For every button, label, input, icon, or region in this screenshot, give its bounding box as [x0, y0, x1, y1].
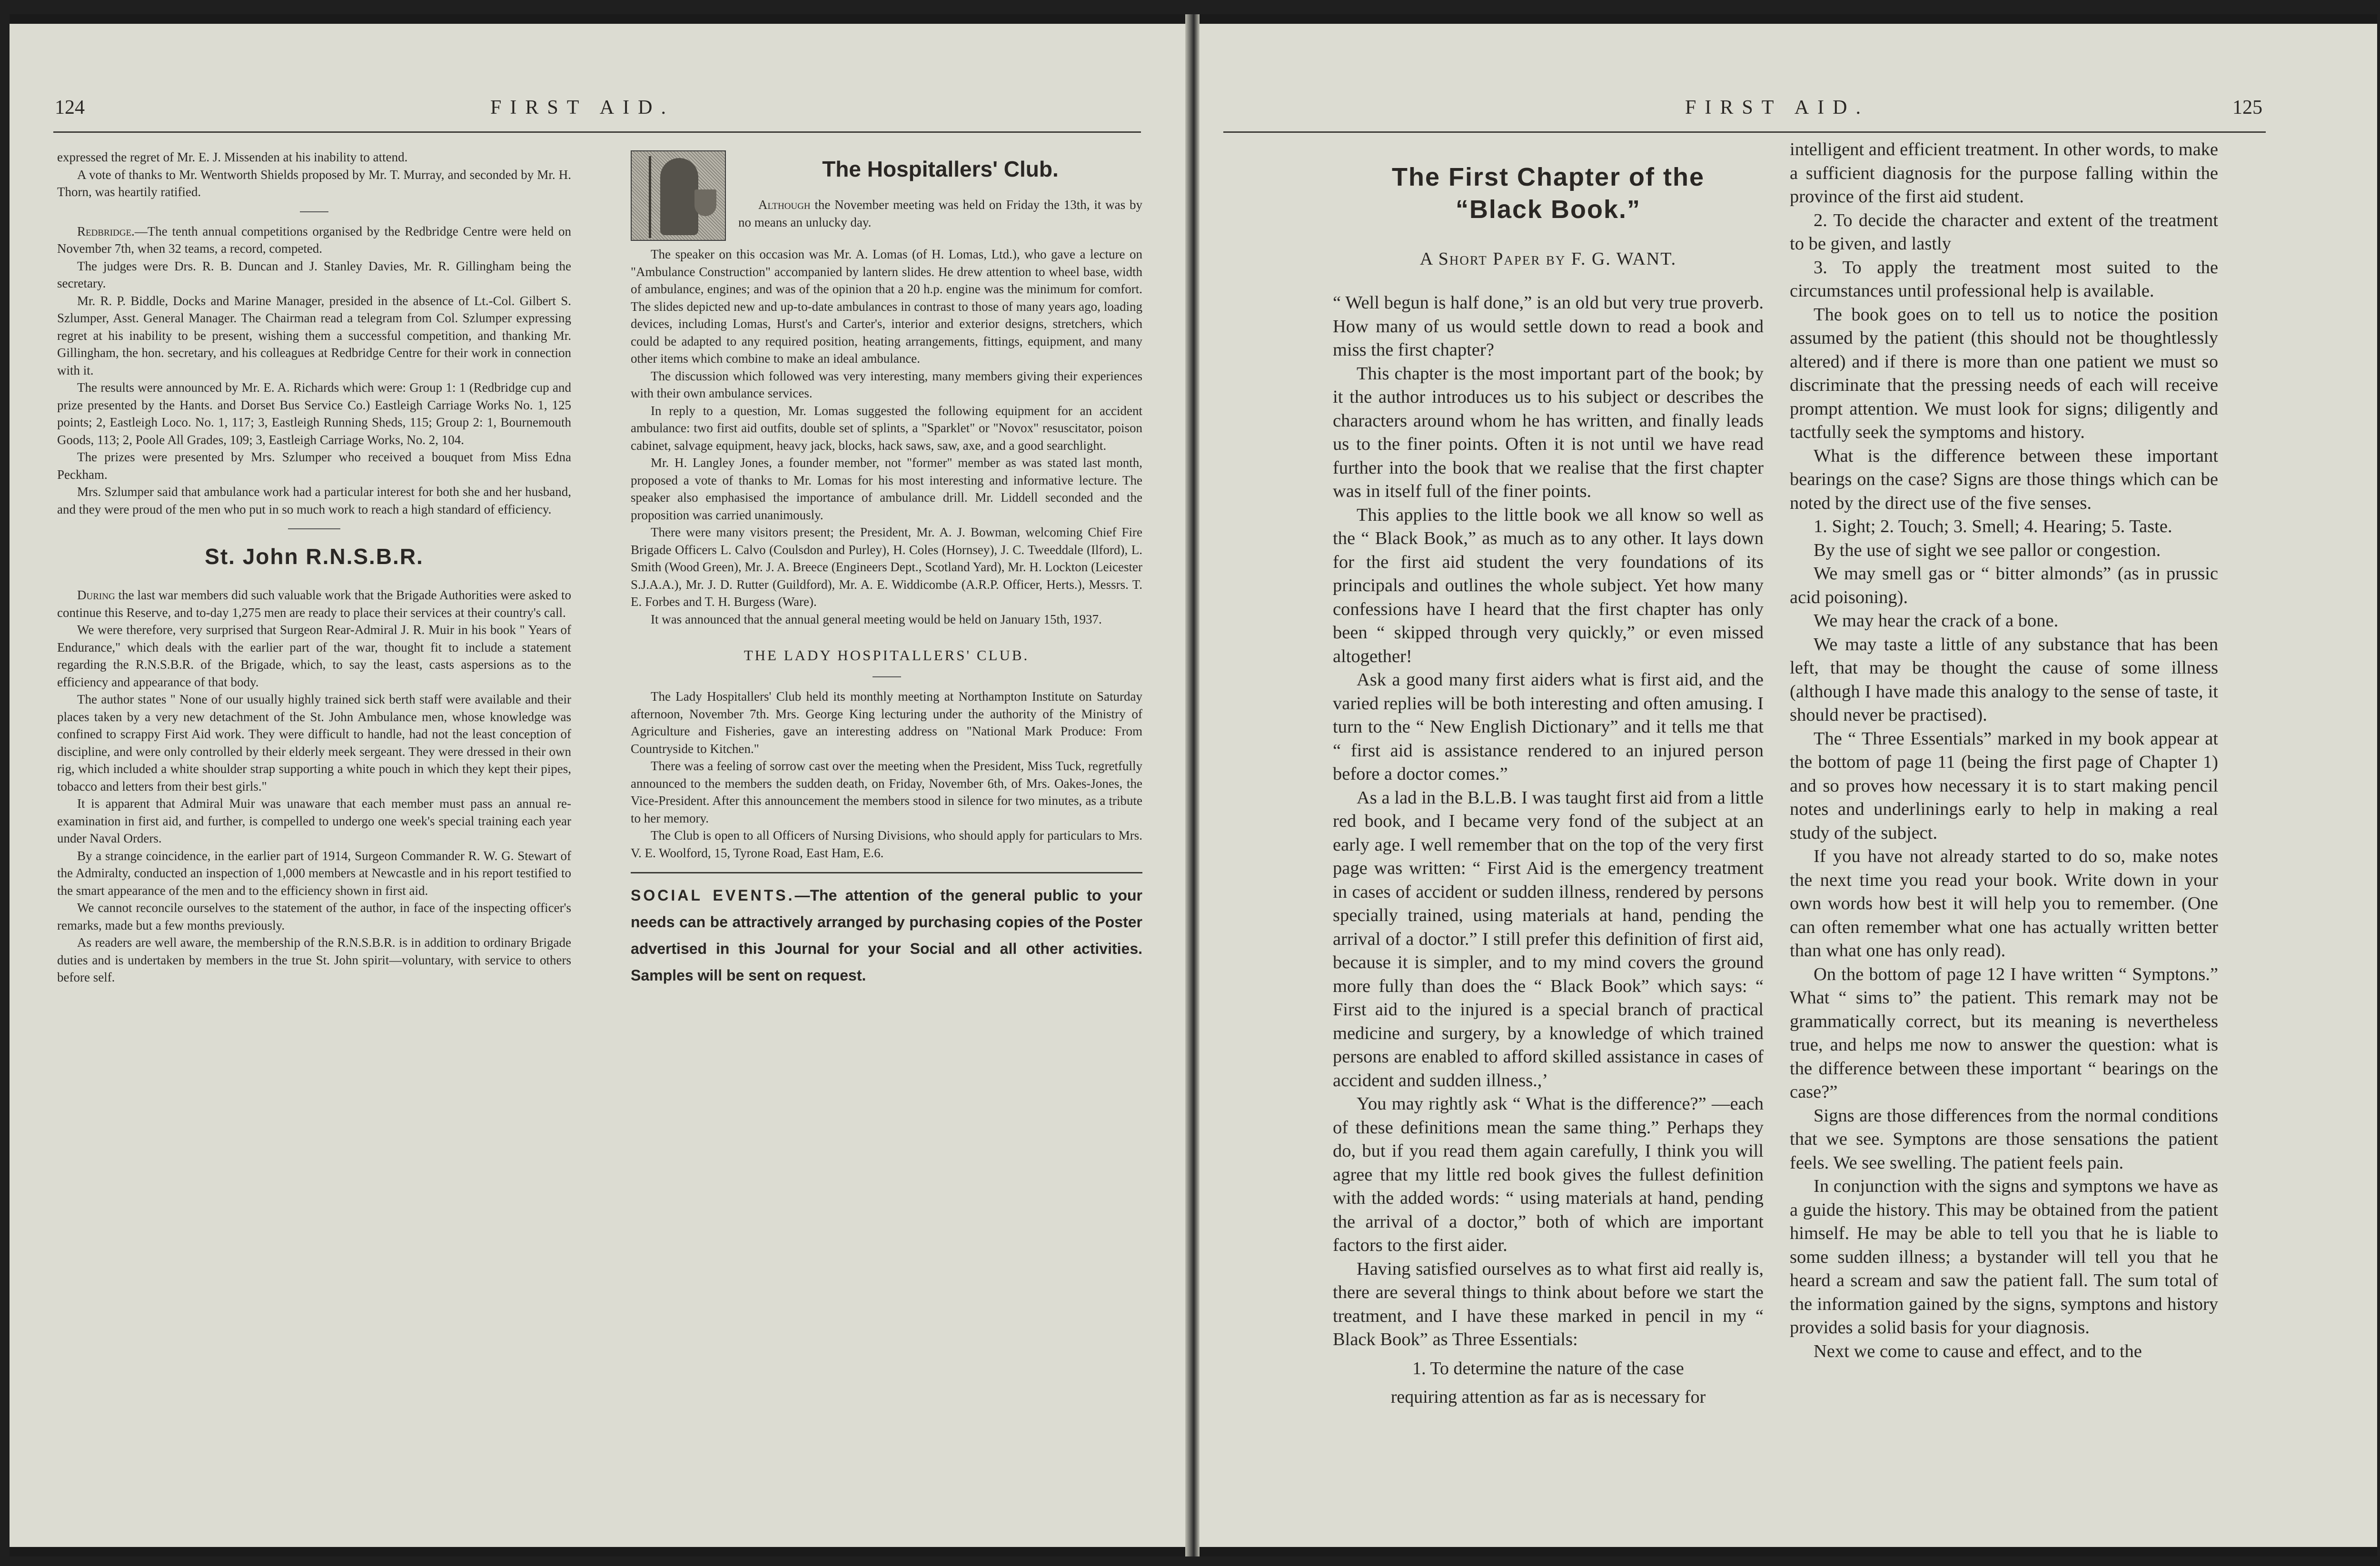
paragraph: Ask a good many first aiders what is first aid, and the varied replies will be both interesting and often amusing. I turn to the “ New English Dictionary” and it tells me that “ first aid is assistance rendered to an injured person before a doctor comes.”	[1333, 670, 1764, 784]
redbridge-lead: Redbridge.	[77, 224, 135, 238]
paragraph: expressed the regret of Mr. E. J. Missenden at his inability to attend.	[57, 150, 408, 164]
paragraph: The prizes were presented by Mrs. Szlumper who received a bouquet from Miss Edna Peckham.	[57, 450, 571, 482]
stjohn-section	[57, 586, 571, 986]
paragraph: intelligent and efficient treatment. In other words, to make a sufficient diagnosis for the purpose falling within the province of the first aid student.	[1790, 139, 2218, 207]
paragraph: The Club is open to all Officers of Nursing Divisions, who should apply for particulars to Mrs. V. E. Woolford, 15, Tyrone Road, East Ham, E.6.	[631, 828, 1142, 860]
paragraph: As readers are well aware, the membership of the R.N.S.B.R. is in addition to ordinary Brigade duties and is undertaken by members in the true St. John spirit—voluntary, with service to others before self.	[57, 935, 571, 984]
paragraph: We may taste a little of any substance that has been left, that may be thought the cause of some illness (although I have made this analogy to the sense of taste, it should never be practised).	[1790, 634, 2218, 725]
header-rule	[1223, 131, 2266, 133]
advert-lead: SOCIAL EVENTS.	[631, 887, 795, 904]
paragraph: Signs are those differences from the normal conditions that we see. Symptons are those sensations the patient feels. We see swelling. The patient feels pain.	[1790, 1105, 2218, 1173]
hospitallers-section	[631, 246, 1142, 628]
binding-gutter	[1185, 14, 1200, 1556]
paragraph: Mr. R. P. Biddle, Docks and Marine Manager, presided in the absence of Lt.-Col. Gilbert S. Szlumper, Asst. General Manager. The Chairman read a telegram from Col. Szlumper expressing regret at his inability to be present, wishing them a successful competition, and thanking Mr. Gillingham, the hon. secretary, and his colleagues at Redbridge Centre for their work in connection with it.	[57, 293, 571, 377]
separator	[873, 676, 901, 677]
page-number: 125	[2232, 97, 2262, 119]
paragraph: The “ Three Essentials” marked in my book appear at the bottom of page 11 (being the first page of Chapter 1) and so proves how necessary it is to start making pencil notes and underlinings early to help in making a real study of the subject.	[1790, 728, 2218, 843]
paragraph: The Lady Hospitallers' Club held its monthly meeting at Northampton Institute on Saturday afternoon, November 7th. Mrs. George King lecturing under the authority of the Ministry of Agriculture and Fisheries, gave an interesting address on "National Mark Produce: From Countryside to Kitchen."	[631, 689, 1142, 756]
paragraph: Mr. H. Langley Jones, a founder member, not "former" member as was stated last month, proposed a vote of thanks to Mr. Lomas for his most interesting and informative lecture. The speaker also emphasised the importance of ambulance drill. Mr. Liddell seconded and the proposition was carried unanimously.	[631, 456, 1142, 522]
lady-hospitallers-heading: THE LADY HOSPITALLERS' CLUB.	[744, 647, 1030, 664]
header-rule	[53, 131, 1141, 133]
paragraph: By the use of sight we see pallor or congestion.	[1814, 540, 2161, 560]
paragraph: In reply to a question, Mr. Lomas suggested the following equipment for an accident ambulance: two first aid outfits, double set of splints, a "Sparklet" or "Novox" resuscitator, poison cabinet, salvage equipment, heavy jack, blocks, hack saws, saw, axe, and a good searchlight.	[631, 403, 1142, 453]
article-title-line1: The First Chapter of the	[1391, 163, 1705, 191]
redbridge-section	[57, 223, 571, 518]
paragraph: We may hear the crack of a bone.	[1814, 611, 2059, 631]
paragraph: There was a feeling of sorrow cast over the meeting when the President, Miss Tuck, regretfully announced to the members the sudden death, on Friday, November 6th, of Mrs. Oakes-Jones, the Vice-President. After this announcement the members stood in silence for two minutes, as a tribute to her memory.	[631, 759, 1142, 825]
running-head	[10, 96, 1185, 125]
paragraph: 1. Sight; 2. Touch; 3. Smell; 4. Hearing; 5. Taste.	[1814, 516, 2172, 536]
running-title: FIRST AID.	[1685, 97, 1869, 119]
paragraph: the November meeting was held on Friday the 13th, it was by no means an unlucky day.	[738, 198, 1142, 229]
paragraph: 3. To apply the treatment most suited to the circumstances until professional help is available.	[1790, 257, 2218, 301]
paragraph: Next we come to cause and effect, and to the	[1814, 1341, 2142, 1361]
paragraph: A vote of thanks to Mr. Wentworth Shields proposed by Mr. T. Murray, and seconded by Mr. H. Thorn, was heartily ratified.	[57, 167, 571, 199]
paragraph: 2. To decide the character and extent of the treatment to be given, and lastly	[1790, 210, 2218, 254]
paragraph: It is apparent that Admiral Muir was unaware that each member must pass an annual re-examination in first aid, and further, is compelled to undergo one week's special training each year under Naval Orders.	[57, 796, 571, 845]
magazine-spread	[10, 14, 2377, 1556]
stjohn-lead: During	[77, 588, 115, 602]
meeting-continued	[57, 149, 571, 201]
page-number: 124	[55, 97, 85, 119]
separator	[288, 528, 340, 529]
right-column-2	[1790, 138, 2218, 1509]
paragraph: The discussion which followed was very interesting, many members giving their experiences with their own ambulance services.	[631, 368, 1142, 400]
hosp-lead: Although	[758, 198, 811, 212]
paragraph: The speaker on this occasion was Mr. A. Lomas (of H. Lomas, Ltd.), who gave a lecture on "Ambulance Construction" accompanied by lantern slides. He drew attention to wheel base, width of ambulance, engines; and was of the opinion that a 20 h.p. engine was the minimum for comfort. The slides depicted new and up-to-date ambulances in contrast to those of many years ago, loading devices, including Lomas, Hurst's and Carter's, interior and exterior designs, stretchers, which could be adapted to any required position, heating arrangements, fittings, equipment, and many other items which combine to make an ideal ambulance.	[631, 247, 1142, 366]
paragraph: It was announced that the annual general meeting would be held on January 15th, 1937.	[651, 612, 1102, 626]
stjohn-heading: St. John R.N.S.B.R.	[205, 544, 424, 569]
hospitallers-heading: The Hospitallers' Club.	[822, 157, 1059, 181]
paragraph: What is the difference between these important bearings on the case? Signs are those things which can be noted by the direct use of the five senses.	[1790, 446, 2218, 513]
paragraph: On the bottom of page 12 I have written “ Symptons.” What “ sims to” the patient. This remark may not be grammatically correct, but its meaning is nevertheless true, and helps me now to answer the question: what is the difference between these important “ bearings on the case?”	[1790, 964, 2218, 1102]
paragraph: We may smell gas or “ bitter almonds” (as in prussic acid poisoning).	[1790, 564, 2218, 607]
article-byline: A Short Paper by F. G. WANT.	[1419, 249, 1677, 269]
right-page	[1200, 24, 2377, 1547]
hospitallers-header	[631, 149, 1142, 246]
knight-engraving-image	[631, 150, 726, 241]
left-page	[10, 24, 1185, 1547]
paragraph: As a lad in the B.L.B. I was taught first aid from a little red book, and I became very fond of the subject at an early age. I well remember that on the top of the very first page was written: “ First Aid is the emergency treatment in cases of accident or sudden illness, rendered by persons specially trained, using materials at hand, pending the arrival of a doctor.” I still prefer this definition of first aid, because it is simpler, and to my mind covers the ground more fully than does the “ Black Book” which says: “ First aid to the injured is a special branch of practical medicine and surgery, by a knowledge of which trained persons are enabled to afford skilled assistance in cases of accident and sudden illness.,’	[1333, 787, 1764, 1090]
article-body	[1333, 291, 1764, 1409]
paragraph: We cannot reconcile ourselves to the statement of the author, in face of the inspecting officer's remarks, made but a few months previously.	[57, 901, 571, 932]
advert-text: —The attention of the general public to your needs can be attractively arranged by purchasing copies of the Poster advertised in this Journal for your Social and all other activities. Samples will be sent on request.	[631, 887, 1142, 984]
paragraph: Mrs. Szlumper said that ambulance work had a particular interest for both she and her husband, and they were proud of the men who put in so much work to reach a high standard of efficiency.	[57, 485, 571, 516]
left-column-2	[631, 149, 1142, 1519]
lady-hospitallers-section	[631, 688, 1142, 862]
paragraph: This applies to the little book we all know so well as the “ Black Book,” as much as to any other. It lays down for the first aid student the very foundations of its principals and outlines the whole subject. Yet how many confessions have I heard that the first chapter has only been “ skipped through very quickly,” or even missed altogether!	[1333, 505, 1764, 666]
paragraph: “ Well begun is half done,” is an old but very true proverb. How many of us would settle down to read a book and miss the first chapter?	[1333, 293, 1764, 360]
paragraph: By a strange coincidence, in the earlier part of 1914, Surgeon Commander R. W. G. Stewart of the Admiralty, conducted an inspection of 1,000 members at Newcastle and in his report testified to the smart appearance of the men and to the efficiency shown in first aid.	[57, 848, 571, 898]
running-title: FIRST AID.	[490, 97, 674, 119]
paragraph: —The tenth annual competitions organised by the Redbridge Centre were held on November 7th, when 32 teams, a record, competed.	[57, 224, 571, 256]
separator	[300, 211, 328, 212]
paragraph: There were many visitors present; the President, Mr. A. J. Bowman, welcoming Chief Fire Brigade Officers L. Calvo (Coulsdon and Purley), H. Coles (Hornsey), J. C. Tweeddale (Ilford), L. Smith (Wood Green), Mr. J. A. Breece (Engineers Dept., Scotland Yard), Mr. H. Lockton (Leicester S.J.A.A.), Mr. J. D. Rutter (Guildford), Mr. A. E. Widdicombe (A.R.P. Officer, Herts.), Messrs. T. E. Forbes and T. H. Burgess (Ware).	[631, 525, 1142, 609]
right-column-1	[1333, 149, 1764, 1519]
paragraph: If you have not already started to do so, make notes the next time you read your book. Write down in your own words how best it will help you to remember. (One can often remember what one has actually written better than what one has only read).	[1790, 846, 2218, 961]
essential-item-1-tail: requiring attention as far as is necessary for	[1390, 1387, 1706, 1407]
paragraph: The results were announced by Mr. E. A. Richards which were: Group 1: 1 (Redbridge cup and prize presented by the Hants. and Dorset Bus Service Co.) Eastleigh Carriage Works No. 1, 125 points; 2, Eastleigh Loco. No. 1, 117; 3, Eastleigh Running Sheds, 115; Group 2: 1, Bournemouth Goods, 113; 2, Poole All Grades, 109; 3, Eastleigh Carriage Works, No. 2, 104.	[57, 380, 571, 447]
article-title-line2: “Black Book.”	[1455, 195, 1641, 224]
paragraph: Having satisfied ourselves as to what first aid really is, there are several things to think about before we start the treatment, and I have these marked in pencil in my “ Black Book” as Three Essentials:	[1333, 1259, 1764, 1349]
running-head	[1200, 96, 2377, 125]
paragraph: This chapter is the most important part of the book; by it the author introduces us to his subject or describes the characters around whom he has written, and finally leads us to the finer points. Often it is not until we have read further into the book that we realise that the first chapter was in itself full of the finer points.	[1333, 363, 1764, 501]
paragraph: We were therefore, very surprised that Surgeon Rear-Admiral J. R. Muir in his book " Years of Endurance," which deals with the earlier part of the war, thought fit to include a statement regarding the R.N.S.B.R. of the Brigade, which, to say the least, casts aspersions as to the efficiency and appearance of that body.	[57, 623, 571, 689]
paragraph: The book goes on to tell us to notice the position assumed by the patient (this should not be thoughtlessly altered) and if there is more than one patient we must so discriminate that the pressing needs of each will receive prompt attention. We must look for signs; diligently and tactfully seek the symptoms and history.	[1790, 304, 2218, 442]
left-column-1	[57, 149, 571, 1519]
paragraph: the last war members did such valuable work that the Brigade Authorities were asked to continue this Reserve, and to-day 1,275 men are ready to place their services at their country's call.	[57, 588, 571, 620]
social-events-advert	[631, 872, 1142, 989]
paragraph: In conjunction with the signs and symptons we have as a guide the history. This may be obtained from the patient himself. He may be able to tell you that he is liable to some sudden illness; a bystander will tell you that he heard a scream and saw the patient fall. The sum total of the information gained by the signs, symptons and history provides a solid basis for your diagnosis.	[1790, 1176, 2218, 1338]
paragraph: You may rightly ask “ What is the difference?” —each of these definitions mean the same thing.” Perhaps they do, but if you read them again carefully, I think you will agree that my little red book gives the fullest definition with the added words: “ using materials at hand, pending the arrival of a doctor,” both of which are important factors to the first aider.	[1333, 1094, 1764, 1255]
essential-item-1: 1. To determine the nature of the case	[1412, 1358, 1684, 1378]
paragraph: The judges were Drs. R. B. Duncan and J. Stanley Davies, Mr. R. Gillingham being the secretary.	[57, 258, 571, 290]
paragraph: The author states " None of our usually highly trained sick berth staff were available and their places taken by a very new detachment of the St. John Ambulance men, whose knowledge was confined to scrappy First Aid work. They were difficult to handle, had not the least conception of discipline, and were only controlled by their elderly meek sergeant. They were dressed in their own rig, which included a white shoulder strap supporting a white pouch in which they kept their pipes, tobacco and letters from their best girls."	[57, 692, 571, 793]
